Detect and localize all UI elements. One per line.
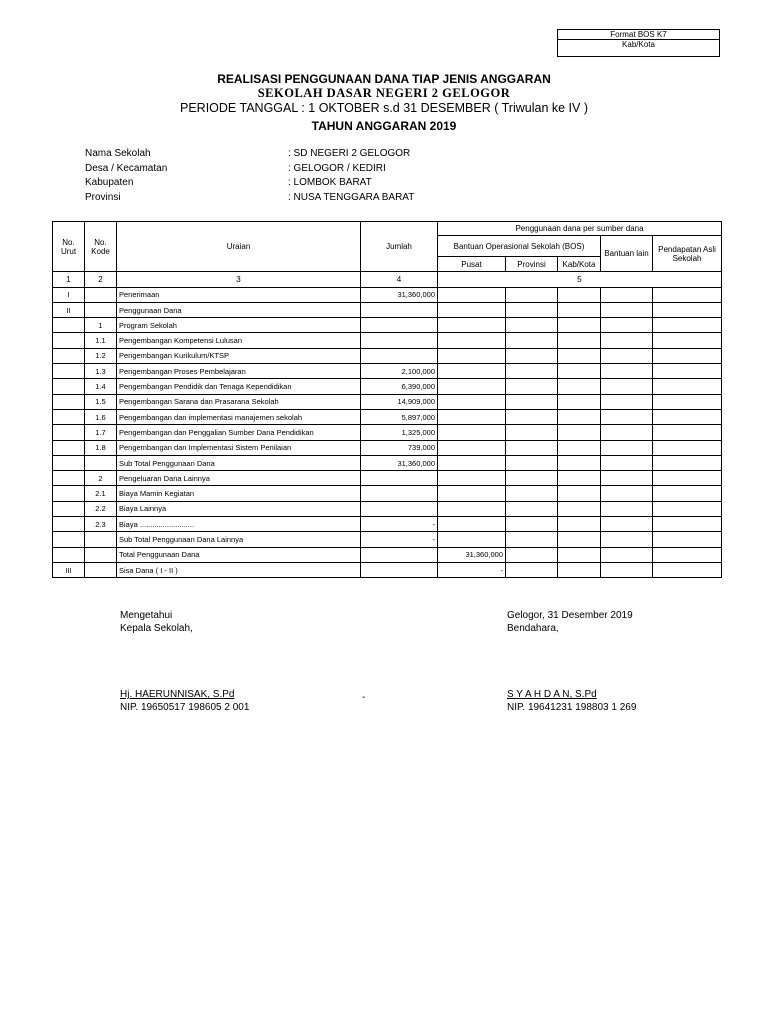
row-jumlah: - bbox=[361, 517, 438, 532]
row-jumlah: 1,325,000 bbox=[361, 425, 438, 440]
row-bantuan-lain bbox=[601, 333, 653, 348]
row-no-urut bbox=[53, 455, 85, 470]
middle-mark: - bbox=[362, 692, 366, 703]
row-pusat bbox=[438, 471, 506, 486]
row-no-urut bbox=[53, 409, 85, 424]
row-kabkota bbox=[558, 562, 601, 577]
row-bantuan-lain bbox=[601, 425, 653, 440]
column-number: 3 bbox=[117, 272, 361, 287]
row-pusat bbox=[438, 333, 506, 348]
table-row bbox=[53, 287, 722, 302]
row-jumlah bbox=[361, 562, 438, 577]
header-provinsi: Provinsi bbox=[506, 257, 558, 272]
table-row bbox=[53, 471, 722, 486]
row-no-urut bbox=[53, 318, 85, 333]
row-provinsi bbox=[506, 364, 558, 379]
row-uraian: Pengembangan Kurikulum/KTSP bbox=[117, 348, 361, 363]
row-no-urut bbox=[53, 547, 85, 562]
row-provinsi bbox=[506, 532, 558, 547]
row-no-urut bbox=[53, 440, 85, 455]
row-uraian: Program Sekolah bbox=[117, 318, 361, 333]
row-uraian: Pengembangan Pendidik dan Tenaga Kependidikan bbox=[117, 379, 361, 394]
row-pad bbox=[653, 455, 722, 470]
row-no-kode: 1.3 bbox=[85, 364, 117, 379]
row-uraian: Penggunaan Dana bbox=[117, 302, 361, 317]
row-provinsi bbox=[506, 302, 558, 317]
row-provinsi bbox=[506, 409, 558, 424]
header-uraian: Uraian bbox=[117, 222, 361, 272]
row-uraian: Pengembangan Sarana dan Prasarana Sekolah bbox=[117, 394, 361, 409]
row-no-kode: 1.4 bbox=[85, 379, 117, 394]
row-no-kode: 2.1 bbox=[85, 486, 117, 501]
row-jumlah bbox=[361, 547, 438, 562]
left-signature bbox=[120, 609, 193, 635]
place-date: Gelogor, 31 Desember 2019 bbox=[507, 610, 633, 621]
row-provinsi bbox=[506, 471, 558, 486]
row-pad bbox=[653, 287, 722, 302]
table-row bbox=[53, 364, 722, 379]
row-bantuan-lain bbox=[601, 394, 653, 409]
row-no-urut bbox=[53, 364, 85, 379]
table-row bbox=[53, 348, 722, 363]
row-bantuan-lain bbox=[601, 547, 653, 562]
row-provinsi bbox=[506, 486, 558, 501]
row-bantuan-lain bbox=[601, 471, 653, 486]
table-row bbox=[53, 302, 722, 317]
info-row bbox=[85, 177, 585, 192]
row-jumlah: 5,897,000 bbox=[361, 409, 438, 424]
row-jumlah bbox=[361, 501, 438, 516]
fiscal-year-title: TAHUN ANGGARAN 2019 bbox=[311, 119, 457, 133]
row-bantuan-lain bbox=[601, 318, 653, 333]
treasurer-title: Bendahara, bbox=[507, 623, 559, 634]
row-no-kode: 1.2 bbox=[85, 348, 117, 363]
row-pad bbox=[653, 318, 722, 333]
row-kabkota bbox=[558, 394, 601, 409]
row-uraian: Pengembangan Kompetensi Lulusan bbox=[117, 333, 361, 348]
row-pad bbox=[653, 333, 722, 348]
row-pad bbox=[653, 302, 722, 317]
row-pad bbox=[653, 394, 722, 409]
row-kabkota bbox=[558, 318, 601, 333]
row-pusat: 31,360,000 bbox=[438, 547, 506, 562]
row-pad bbox=[653, 486, 722, 501]
row-pusat bbox=[438, 348, 506, 363]
column-number-row bbox=[53, 272, 722, 287]
table-row bbox=[53, 394, 722, 409]
row-no-urut bbox=[53, 394, 85, 409]
row-no-kode: 2.2 bbox=[85, 501, 117, 516]
row-kabkota bbox=[558, 425, 601, 440]
header-kabkota: Kab/Kota bbox=[558, 257, 601, 272]
row-pusat bbox=[438, 517, 506, 532]
row-pusat bbox=[438, 302, 506, 317]
column-number: 1 bbox=[53, 272, 85, 287]
row-jumlah: 739,000 bbox=[361, 440, 438, 455]
row-no-kode: 1.6 bbox=[85, 409, 117, 424]
row-uraian: Sub Total Penggunaan Dana bbox=[117, 455, 361, 470]
table-row bbox=[53, 486, 722, 501]
row-provinsi bbox=[506, 517, 558, 532]
row-jumlah: 2,100,000 bbox=[361, 364, 438, 379]
row-no-kode bbox=[85, 302, 117, 317]
row-pusat bbox=[438, 409, 506, 424]
row-bantuan-lain bbox=[601, 379, 653, 394]
row-provinsi bbox=[506, 547, 558, 562]
info-row bbox=[85, 148, 585, 163]
row-uraian: Penerimaan bbox=[117, 287, 361, 302]
row-no-urut bbox=[53, 348, 85, 363]
row-no-urut bbox=[53, 517, 85, 532]
row-uraian: Biaya Lainnya bbox=[117, 501, 361, 516]
row-no-kode bbox=[85, 287, 117, 302]
table-body bbox=[53, 287, 722, 578]
row-uraian: Pengembangan dan implementasi manajemen sekolah bbox=[117, 409, 361, 424]
row-bantuan-lain bbox=[601, 517, 653, 532]
row-kabkota bbox=[558, 486, 601, 501]
row-pad bbox=[653, 547, 722, 562]
table-row bbox=[53, 333, 722, 348]
info-value: : LOMBOK BARAT bbox=[288, 177, 372, 188]
row-pusat bbox=[438, 379, 506, 394]
info-row bbox=[85, 163, 585, 178]
table-row bbox=[53, 455, 722, 470]
row-bantuan-lain bbox=[601, 562, 653, 577]
row-provinsi bbox=[506, 348, 558, 363]
row-pusat bbox=[438, 532, 506, 547]
row-bantuan-lain bbox=[601, 440, 653, 455]
row-jumlah bbox=[361, 471, 438, 486]
row-kabkota bbox=[558, 379, 601, 394]
row-pusat bbox=[438, 455, 506, 470]
row-provinsi bbox=[506, 333, 558, 348]
row-bantuan-lain bbox=[601, 364, 653, 379]
format-label: Format BOS K7 bbox=[558, 30, 719, 40]
row-no-kode: 1.1 bbox=[85, 333, 117, 348]
table-row bbox=[53, 547, 722, 562]
info-label: Nama Sekolah bbox=[85, 148, 151, 159]
row-pad bbox=[653, 409, 722, 424]
header-bos: Bantuan Operasional Sekolah (BOS) bbox=[438, 236, 601, 257]
row-pusat bbox=[438, 318, 506, 333]
row-pad bbox=[653, 532, 722, 547]
row-jumlah bbox=[361, 302, 438, 317]
row-pusat bbox=[438, 501, 506, 516]
treasurer-nip: NIP. 19641231 198803 1 269 bbox=[507, 702, 637, 713]
column-number: 5 bbox=[438, 272, 722, 287]
row-jumlah: 31,360,000 bbox=[361, 455, 438, 470]
row-kabkota bbox=[558, 440, 601, 455]
row-no-urut: I bbox=[53, 287, 85, 302]
column-number: 2 bbox=[85, 272, 117, 287]
row-no-kode: 1.8 bbox=[85, 440, 117, 455]
row-pad bbox=[653, 517, 722, 532]
format-sublabel: Kab/Kota bbox=[622, 40, 655, 49]
row-uraian: Pengembangan Proses Pembelajaran bbox=[117, 364, 361, 379]
row-provinsi bbox=[506, 318, 558, 333]
row-provinsi bbox=[506, 455, 558, 470]
row-provinsi bbox=[506, 425, 558, 440]
table-row bbox=[53, 318, 722, 333]
row-kabkota bbox=[558, 409, 601, 424]
header-no-kode: No. Kode bbox=[85, 222, 117, 272]
row-pusat bbox=[438, 287, 506, 302]
row-bantuan-lain bbox=[601, 455, 653, 470]
row-pusat: - bbox=[438, 562, 506, 577]
row-provinsi bbox=[506, 562, 558, 577]
row-pusat bbox=[438, 394, 506, 409]
table-row bbox=[53, 562, 722, 577]
row-uraian: Sub Total Penggunaan Dana Lainnya bbox=[117, 532, 361, 547]
left-signature-name bbox=[120, 688, 249, 714]
row-kabkota bbox=[558, 501, 601, 516]
document-title: REALISASI PENGGUNAAN DANA TIAP JENIS ANGGARAN bbox=[217, 72, 551, 86]
row-jumlah: 31,360,000 bbox=[361, 287, 438, 302]
table-row bbox=[53, 501, 722, 516]
column-number: 4 bbox=[361, 272, 438, 287]
school-title: SEKOLAH DASAR NEGERI 2 GELOGOR bbox=[257, 86, 511, 100]
row-kabkota bbox=[558, 348, 601, 363]
row-no-kode: 2 bbox=[85, 471, 117, 486]
format-box bbox=[557, 29, 720, 57]
row-no-urut bbox=[53, 333, 85, 348]
row-no-urut bbox=[53, 379, 85, 394]
row-bantuan-lain bbox=[601, 532, 653, 547]
budget-table bbox=[52, 221, 722, 578]
row-jumlah bbox=[361, 486, 438, 501]
row-pad bbox=[653, 425, 722, 440]
row-no-kode bbox=[85, 532, 117, 547]
row-uraian: Biaya Mamin Kegiatan bbox=[117, 486, 361, 501]
row-no-kode: 1.5 bbox=[85, 394, 117, 409]
row-no-kode bbox=[85, 547, 117, 562]
row-pusat bbox=[438, 425, 506, 440]
row-provinsi bbox=[506, 379, 558, 394]
row-pad bbox=[653, 562, 722, 577]
info-row bbox=[85, 192, 585, 207]
row-no-urut: II bbox=[53, 302, 85, 317]
row-kabkota bbox=[558, 471, 601, 486]
row-provinsi bbox=[506, 440, 558, 455]
table-row bbox=[53, 440, 722, 455]
row-bantuan-lain bbox=[601, 287, 653, 302]
row-no-urut: III bbox=[53, 562, 85, 577]
row-pad bbox=[653, 364, 722, 379]
school-info bbox=[85, 148, 585, 206]
row-no-kode: 1.7 bbox=[85, 425, 117, 440]
principal-name: Hj. HAERUNNISAK, S.Pd bbox=[120, 689, 235, 700]
info-label: Desa / Kecamatan bbox=[85, 162, 168, 174]
header-jumlah: Jumlah bbox=[361, 222, 438, 272]
row-provinsi bbox=[506, 394, 558, 409]
row-jumlah bbox=[361, 318, 438, 333]
row-bantuan-lain bbox=[601, 501, 653, 516]
row-uraian: Sisa Dana ( I - II ) bbox=[117, 562, 361, 577]
row-no-kode bbox=[85, 562, 117, 577]
row-kabkota bbox=[558, 547, 601, 562]
row-no-urut bbox=[53, 425, 85, 440]
row-no-urut bbox=[53, 471, 85, 486]
header-pusat: Pusat bbox=[438, 257, 506, 272]
header-pad: Pendapatan Asli Sekolah bbox=[653, 236, 722, 272]
period-title: PERIODE TANGGAL : 1 OKTOBER s.d 31 DESEMBER ( Triwulan ke IV ) bbox=[180, 101, 588, 115]
principal-title: Kepala Sekolah, bbox=[120, 623, 193, 634]
row-no-urut bbox=[53, 532, 85, 547]
table-row bbox=[53, 517, 722, 532]
row-provinsi bbox=[506, 287, 558, 302]
row-kabkota bbox=[558, 532, 601, 547]
row-kabkota bbox=[558, 455, 601, 470]
row-jumlah bbox=[361, 333, 438, 348]
row-jumlah: 14,909,000 bbox=[361, 394, 438, 409]
row-no-urut bbox=[53, 486, 85, 501]
row-pusat bbox=[438, 440, 506, 455]
row-bantuan-lain bbox=[601, 302, 653, 317]
right-signature bbox=[507, 609, 633, 635]
table-row bbox=[53, 532, 722, 547]
row-pad bbox=[653, 440, 722, 455]
treasurer-name: S Y A H D A N, S.Pd bbox=[507, 689, 597, 700]
row-pad bbox=[653, 379, 722, 394]
right-signature-name bbox=[507, 688, 636, 714]
row-no-kode: 2.3 bbox=[85, 517, 117, 532]
row-uraian: Biaya .......................... bbox=[117, 517, 361, 532]
header-bantuan-lain: Bantuan lain bbox=[601, 236, 653, 272]
row-uraian: Total Penggunaan Dana bbox=[117, 547, 361, 562]
row-no-kode: 1 bbox=[85, 318, 117, 333]
row-jumlah: - bbox=[361, 532, 438, 547]
table-row bbox=[53, 379, 722, 394]
row-bantuan-lain bbox=[601, 348, 653, 363]
row-pusat bbox=[438, 486, 506, 501]
row-pad bbox=[653, 348, 722, 363]
header-penggunaan: Penggunaan dana per sumber dana bbox=[438, 222, 722, 236]
row-uraian: Pengembangan dan Implementasi Sistem Penilaian bbox=[117, 440, 361, 455]
info-value: : NUSA TENGGARA BARAT bbox=[288, 191, 415, 203]
info-label: Provinsi bbox=[85, 191, 121, 203]
row-provinsi bbox=[506, 501, 558, 516]
row-bantuan-lain bbox=[601, 409, 653, 424]
row-pad bbox=[653, 501, 722, 516]
row-kabkota bbox=[558, 364, 601, 379]
info-value: : SD NEGERI 2 GELOGOR bbox=[288, 148, 411, 159]
row-no-kode bbox=[85, 455, 117, 470]
row-kabkota bbox=[558, 517, 601, 532]
row-bantuan-lain bbox=[601, 486, 653, 501]
row-uraian: Pengembangan dan Penggalian Sumber Dana Pendidikan bbox=[117, 425, 361, 440]
row-pusat bbox=[438, 364, 506, 379]
table-row bbox=[53, 425, 722, 440]
header-row bbox=[53, 222, 722, 236]
row-kabkota bbox=[558, 333, 601, 348]
principal-nip: NIP. 19650517 198605 2 001 bbox=[120, 702, 250, 713]
acknowledge-label: Mengetahui bbox=[120, 610, 173, 621]
info-value: : GELOGOR / KEDIRI bbox=[288, 162, 386, 174]
row-kabkota bbox=[558, 302, 601, 317]
row-uraian: Pengeluaran Dana Lainnya bbox=[117, 471, 361, 486]
row-no-urut bbox=[53, 501, 85, 516]
info-label: Kabupaten bbox=[85, 177, 134, 188]
header-no-urut: No. Urut bbox=[53, 222, 85, 272]
row-jumlah bbox=[361, 348, 438, 363]
table-row bbox=[53, 409, 722, 424]
row-jumlah: 6,390,000 bbox=[361, 379, 438, 394]
row-kabkota bbox=[558, 287, 601, 302]
row-pad bbox=[653, 471, 722, 486]
